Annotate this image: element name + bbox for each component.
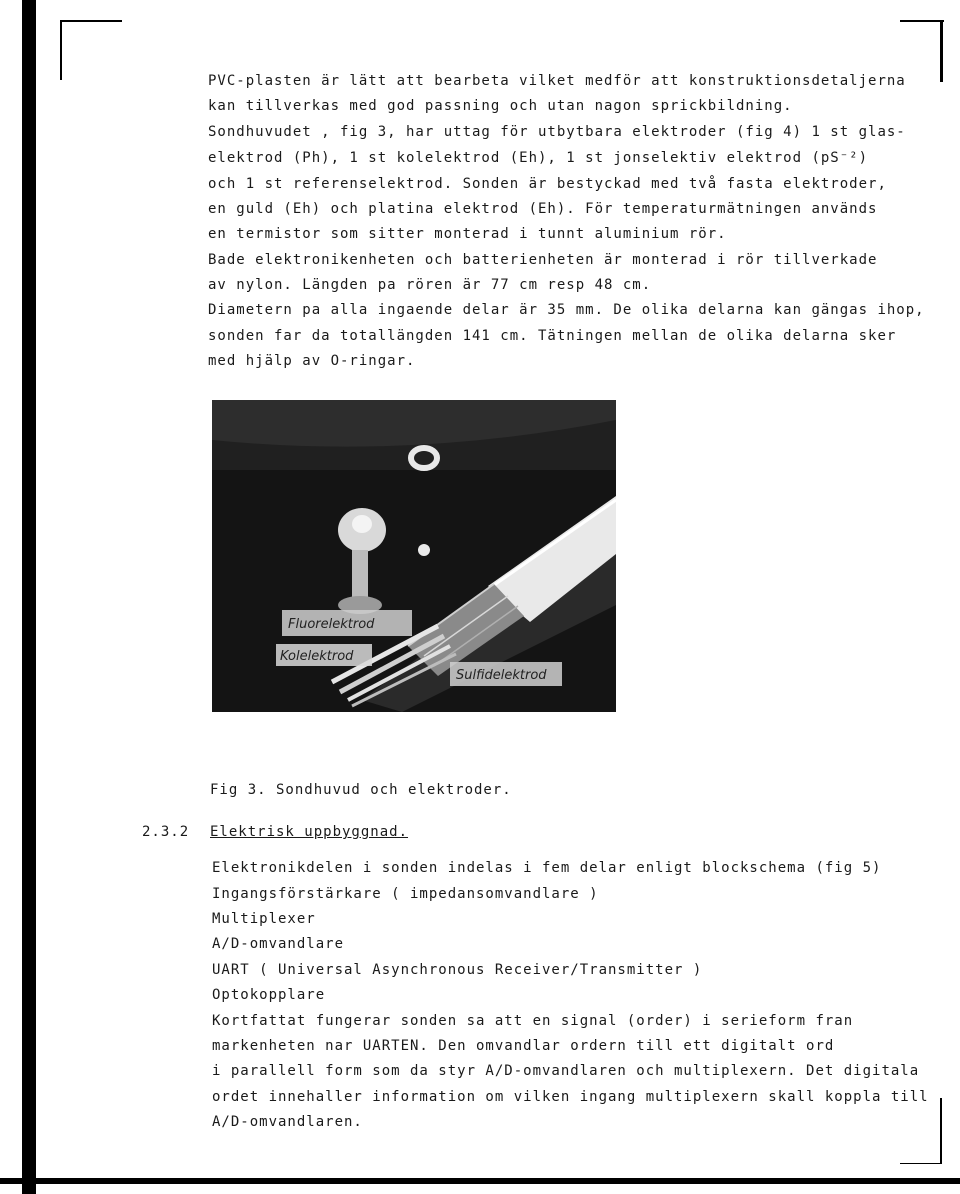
intro-line: Diametern pa alla ingaende delar är 35 mm. De olika delarna kan gängas ihop, xyxy=(208,302,925,318)
intro-line: Sondhuvudet , fig 3, har uttag för utbytbara elektroder (fig 4) 1 st glas- xyxy=(208,124,906,140)
intro-line: och 1 st referenselektrod. Sonden är bestyckad med två fasta elektroder, xyxy=(208,176,887,192)
kolelektrod-label: Kolelektrod xyxy=(280,649,354,664)
intro-line: kan tillverkas med god passning och utan nagon sprickbildning. xyxy=(208,98,793,114)
section-line: A/D-omvandlaren. xyxy=(212,1114,363,1130)
intro-line: Bade elektronikenheten och batterienheten är monterad i rör tillverkade xyxy=(208,252,878,268)
section-line: ordet innehaller information om vilken ingang multiplexern skall koppla till xyxy=(212,1089,929,1105)
figure-3-photo xyxy=(212,400,616,712)
intro-line: PVC-plasten är lätt att bearbeta vilket medför att konstruktionsdetaljerna xyxy=(208,73,906,89)
section-line: UART ( Universal Asynchronous Receiver/Transmitter ) xyxy=(212,962,703,978)
section-line: A/D-omvandlare xyxy=(212,936,345,952)
section-number: 2.3.2 xyxy=(142,824,190,840)
sulfidelektrod-label: Sulfidelektrod xyxy=(456,668,547,683)
section-line: Kortfattat fungerar sonden sa att en signal (order) i serieform fran xyxy=(212,1013,854,1029)
crop-mark-bottom-right-h xyxy=(900,1163,942,1164)
scan-binding-edge xyxy=(22,0,36,1194)
intro-line: med hjälp av O-ringar. xyxy=(208,353,416,369)
crop-mark-top-right-h xyxy=(900,20,944,22)
intro-line: elektrod (Ph), 1 st kolelektrod (Eh), 1 st jonselektiv elektrod (pS⁻²) xyxy=(208,150,869,166)
section-line: Elektronikdelen i sonden indelas i fem delar enligt blockschema (fig 5) xyxy=(212,860,882,876)
scan-bottom-edge xyxy=(0,1178,960,1184)
intro-line: en termistor som sitter monterad i tunnt aluminium rör. xyxy=(208,226,727,242)
crop-mark-top-left-v xyxy=(60,20,62,80)
crop-mark-top-right-v xyxy=(940,20,943,82)
section-title: Elektrisk uppbyggnad. xyxy=(210,824,409,840)
fluorelektrod-label: Fluorelektrod xyxy=(288,617,375,632)
crop-mark-top-left-h xyxy=(60,20,122,22)
section-line: Ingangsförstärkare ( impedansomvandlare ) xyxy=(212,886,599,902)
intro-line: sonden far da totallängden 141 cm. Tätningen mellan de olika delarna sker xyxy=(208,328,897,344)
section-line: Optokopplare xyxy=(212,987,326,1003)
section-line: markenheten nar UARTEN. Den omvandlar ordern till ett digitalt ord xyxy=(212,1038,835,1054)
intro-line: en guld (Eh) och platina elektrod (Eh). För temperaturmätningen används xyxy=(208,201,878,217)
figure-caption: Fig 3. Sondhuvud och elektroder. xyxy=(210,782,512,798)
crop-mark-bottom-right-v xyxy=(940,1098,942,1164)
section-line: Multiplexer xyxy=(212,911,316,927)
intro-line: av nylon. Längden pa rören är 77 cm resp 48 cm. xyxy=(208,277,652,293)
section-line: i parallell form som da styr A/D-omvandlaren och multiplexern. Det digitala xyxy=(212,1063,920,1079)
